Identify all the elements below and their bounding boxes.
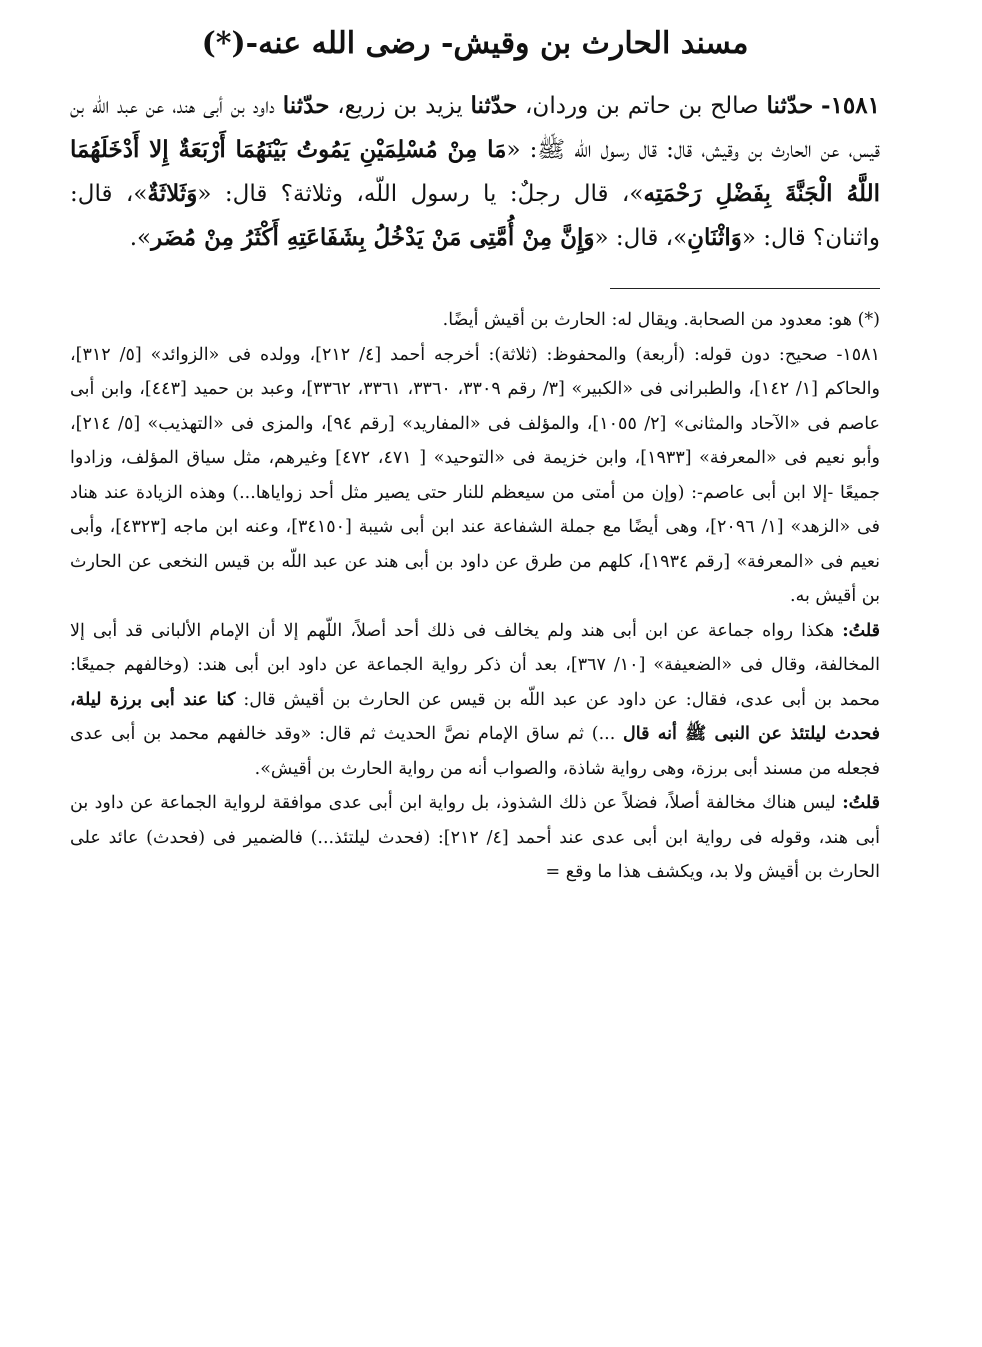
hadith-dash: -	[821, 92, 831, 119]
chain-segment: صالح بن حاتم بن وردان،	[517, 93, 759, 119]
chain-segment: داود بن أبى هند، عن عبد اللّه بن قيس، عن الحارث بن وقيش، قال: قال رسول اللّه ﷺ: «	[70, 93, 880, 163]
matn-segment: وَإِنَّ مِنْ أُمَّتِى مَنْ يَدْخُلُ بِشَفَاعَتِهِ أَكْثَرُ مِنْ مُضَر	[151, 224, 595, 251]
comment-lead: قلتُ:	[842, 793, 880, 813]
footnote-star: (*) هو: معدود من الصحابة. ويقال له: الحارث بن أقيش أيضًا.	[442, 310, 880, 330]
matn-segment: وَثَلاثَةٌ	[147, 180, 198, 207]
comment-text: ...) ثم ساق الإمام نصَّ الحديث ثم قال: «وقد خالفهم محمد بن أبى عدى فجعله من مسند أبى برزة، وهى رواية شاذة، والصواب أنه من رواية الحارث بن أقيش».	[70, 724, 880, 779]
comment-text: ليس هناك مخالفة أصلاً، فضلاً عن ذلك الشذوذ، بل رواية ابن أبى عدى موافقة لرواية الجماعة عن داود بن أبى هند، وقوله فى رواية ابن أبى عدى عند أحمد [٤/ ٢١٢]: (فحدث ليلتئذ...) فالضمير فى (فحدث) عائد على الحارث بن أقيش ولا بد، ويكشف هذا ما وقع =	[70, 793, 880, 882]
footnotes	[70, 303, 880, 890]
text-segment: »، قال رجلٌ: يا رسول اللّه، وثلاثة؟ قال: «	[197, 181, 644, 207]
narration-term: حدّثنا	[470, 92, 518, 119]
comment-lead: قلتُ:	[842, 620, 880, 641]
comment-bold-quote: كنا عند أبى برزة ليلة، فحدث ليلتئذ عن النبى ﷺ أنه قال	[70, 689, 880, 744]
matn-segment: وَاثْنَانِ	[687, 224, 742, 251]
text-segment: ».	[129, 225, 152, 251]
hadith-text	[70, 84, 880, 260]
footnote-comment-2	[70, 786, 880, 890]
hadith-number: ١٥٨١	[830, 92, 880, 119]
footnote-comment-1	[70, 614, 880, 787]
chain-segment: يزيد بن زريع،	[329, 93, 463, 119]
text-segment: »، قال: «	[594, 225, 688, 251]
narration-term: حدّثنا	[282, 92, 330, 119]
comment-text: هكذا رواه جماعة عن ابن أبى هند ولم يخالف فى ذلك أحد أصلاً، اللّهم إلا أن الإمام الألبانى قد أبى إلا المخالفة، وقال فى «الضعيفة» [١٠/ ٣٦٧]، بعد أن ذكر رواية الجماعة عن داود ابن أبى هند: (وخالفهم جميعًا: محمد بن أبى عدى، فقال: عن داود عن عبد اللّه بن قيس عن الحارث بن أقيش قال:	[70, 620, 881, 710]
page-title: مسند الحارث بن وقيش- رضى الله عنه-(*)	[201, 26, 749, 61]
footnote-takhrij: ١٥٨١- صحيح: دون قوله: (أربعة) والمحفوظ: (ثلاثة): أخرجه أحمد [٤/ ٢١٢]، وولده فى «الزوائد» [٥/ ٣١٢]، والحاكم [١/ ١٤٢]، والطبرانى فى «الكبير» [٣/ رقم ٣٣٠٩، ٣٣٦٠، ٣٣٦١، ٣٣٦٢]، وعبد بن حميد [٤٤٣]، وابن أبى عاصم فى «الآحاد والمثانى» [٢/ ١٠٥٥]، والمؤلف فى «المفاريد» [رقم ٩٤]، والمزى فى «التهذيب» [٥/ ٢١٤]، وأبو نعيم فى «المعرفة» [١٩٣٣]، وابن خزيمة فى «التوحيد» [ ٤٧١، ٤٧٢] وغيرهم، مثل سياق المؤلف، وزادوا جميعًا -إلا ابن أبى عاصم-: (وإن من أمتى من سيعظم للنار حتى يصير مثل أحد زواياها...) وهذه الزيادة عند هناد فى «الزهد» [١/ ٢٠٩٦]، وهى أيضًا مع جملة الشفاعة عند ابن أبى شيبة [٣٤١٥٠]، وعنه ابن ماجه [٤٣٢٣]، وأبى نعيم فى «المعرفة» [رقم ١٩٣٤]، كلهم من طرق عن داود بن أبى هند عن عبد اللّه بن قيس النخعى عن الحارث بن أقيش به.	[70, 344, 881, 606]
page	[70, 22, 880, 890]
matn-segment: مَا مِنْ مُسْلِمَيْنِ يَمُوتُ بَيْنَهُمَا أَرْبَعَةٌ إِلا أَدْخَلَهُمَا اللَّهُ الْجَنَّةَ بِفَضْلِ رَحْمَتِه	[70, 136, 880, 207]
footnote-divider	[610, 288, 880, 289]
narration-term: حدّثنا	[766, 92, 814, 119]
text-segment: »، قال: واثنان؟ قال: «	[70, 181, 880, 251]
